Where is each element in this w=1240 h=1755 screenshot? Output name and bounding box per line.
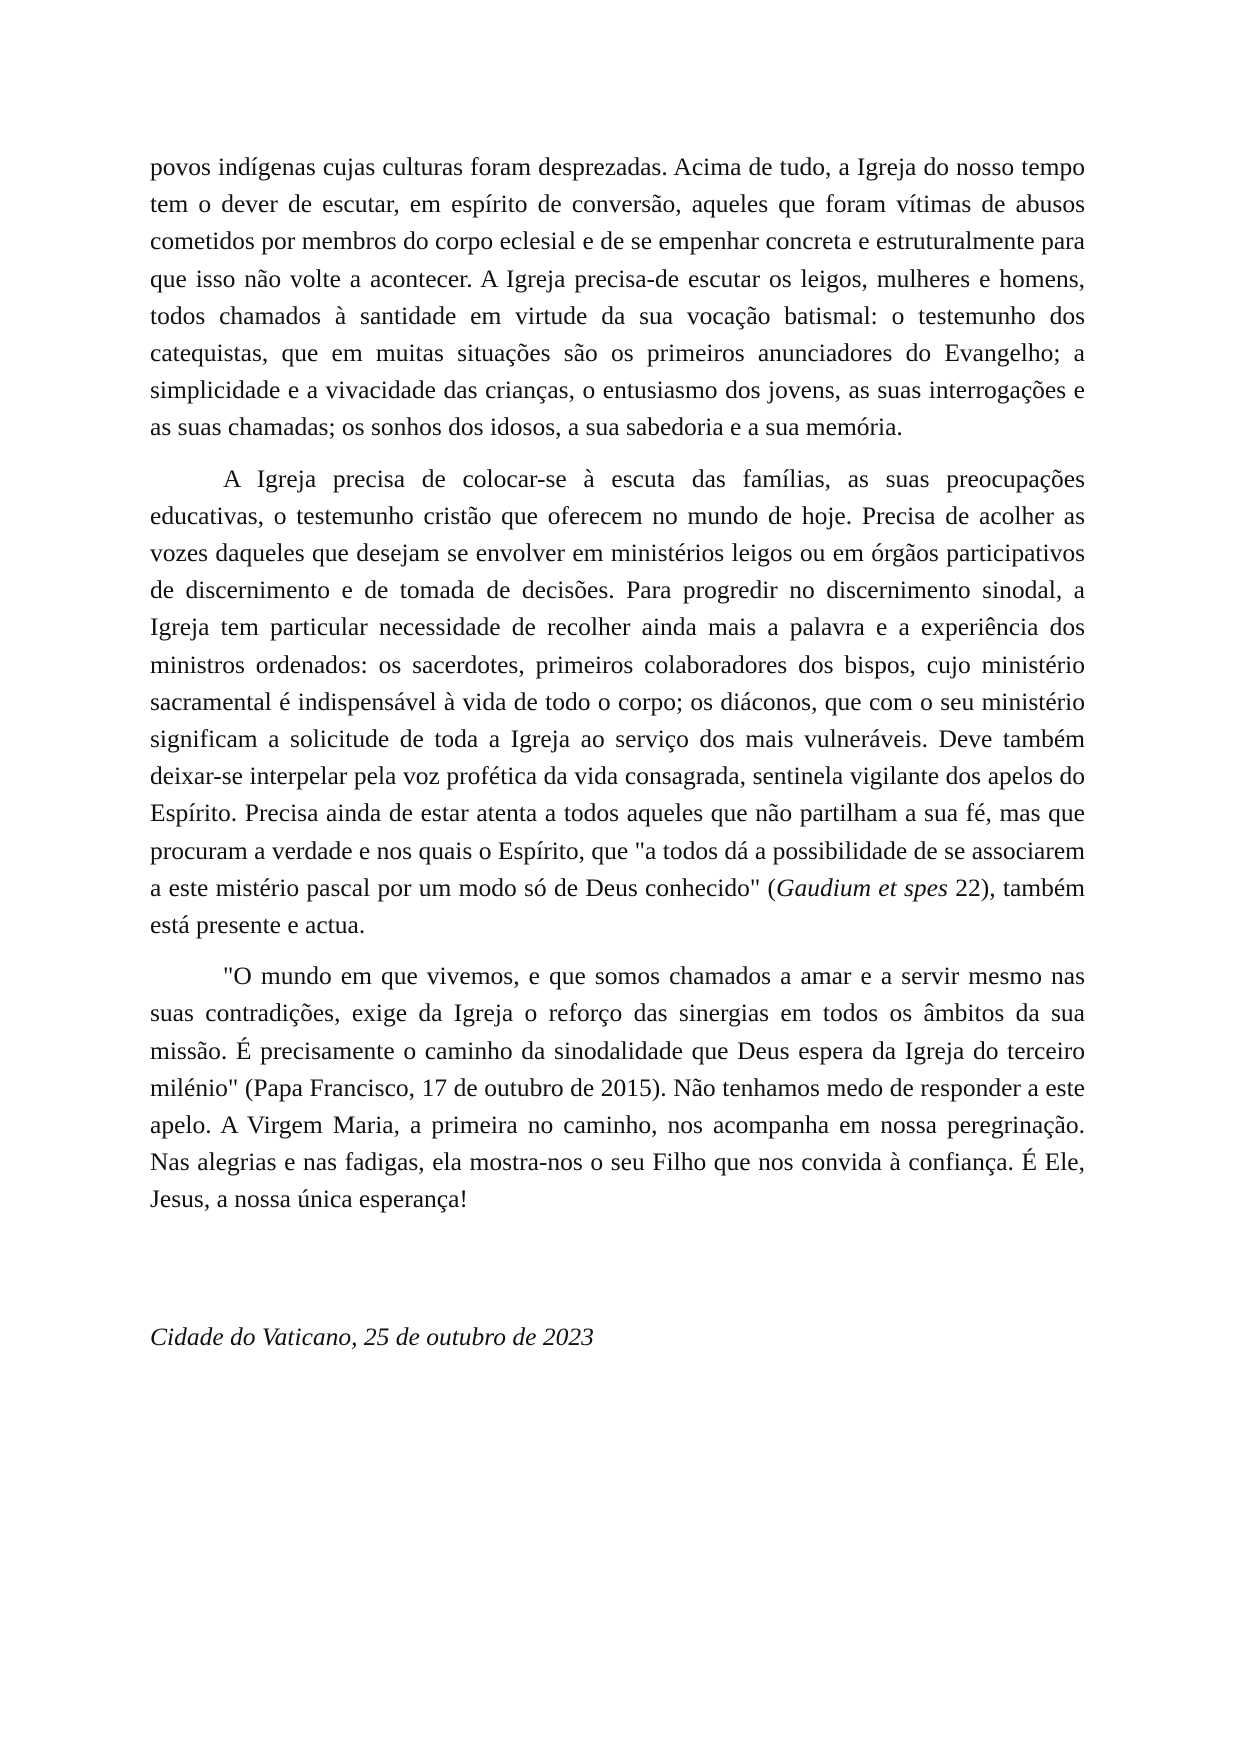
paragraph-3: "O mundo em que vivemos, e que somos chamados a amar e a servir mesmo nas suas contradições, exige da Igreja o reforço das sinergias em todos os âmbitos da sua missão. É precisamente o caminho da sinodalidade que Deus espera da Igreja do terceiro milénio" (Papa Francisco, 17 de outubro de 2015). Não tenhamos medo de responder a este apelo. A Virgem Maria, a primeira no caminho, nos acompanha em nossa peregrinação. Nas alegrias e nas fadigas, ela mostra-nos o seu Filho que nos convida à confiança. É Ele, Jesus, a nossa única esperança! [150,961,1085,1214]
dateline: Cidade do Vaticano, 25 de outubro de 2023 [150,1322,594,1351]
body-text [150,148,1085,1232]
paragraph-1: povos indígenas cujas culturas foram desprezadas. Acima de tudo, a Igreja do nosso tempo tem o dever de escutar, em espírito de conversão, aqueles que foram vítimas de abusos cometidos por membros do corpo eclesial e de se empenhar concreta e estruturalmente para que isso não volte a acontecer. A Igreja precisa-de escutar os leigos, mulheres e homens, todos chamados à santidade em virtude da sua vocação batismal: o testemunho dos catequistas, que em muitas situações são os primeiros anunciadores do Evangelho; a simplicidade e a vivacidade das crianças, o entusiasmo dos jovens, as suas interrogações e as suas chamadas; os sonhos dos idosos, a sua sabedoria e a sua memória. [150,152,1085,442]
citation-title: Gaudium et spes [776,872,948,902]
paragraph-2-text: A Igreja precisa de colocar-se à escuta das famílias, as suas preocupações educativas, o testemunho cristão que oferecem no mundo de hoje. Precisa de acolher as vozes daqueles que desejam se envolver em ministérios leigos ou em órgãos participativos de discernimento e de tomada de decisões. Para progredir no discernimento sinodal, a Igreja tem particular necessidade de recolher ainda mais a palavra e a experiência dos ministros ordenados: os sacerdotes, primeiros colaboradores dos bispos, cujo ministério sacramental é indispensável à vida de todo o corpo; os diáconos, que com o seu ministério significam a solicitude de toda a Igreja ao serviço dos mais vulneráveis. Deve também deixar-se interpelar pela voz profética da vida consagrada, sentinela vigilante dos apelos do Espírito. Precisa ainda de estar atenta a todos aqueles que não partilham a sua fé, mas que procuram a verdade e nos quais o Espírito, que "a todos dá a possibilidade de se associarem a este mistério pascal por um modo só de Deus conhecido" ( [150,463,1085,902]
paragraph-2-ending: 22), também está presente e actua. [150,872,1086,940]
paragraph-2 [150,460,1085,944]
